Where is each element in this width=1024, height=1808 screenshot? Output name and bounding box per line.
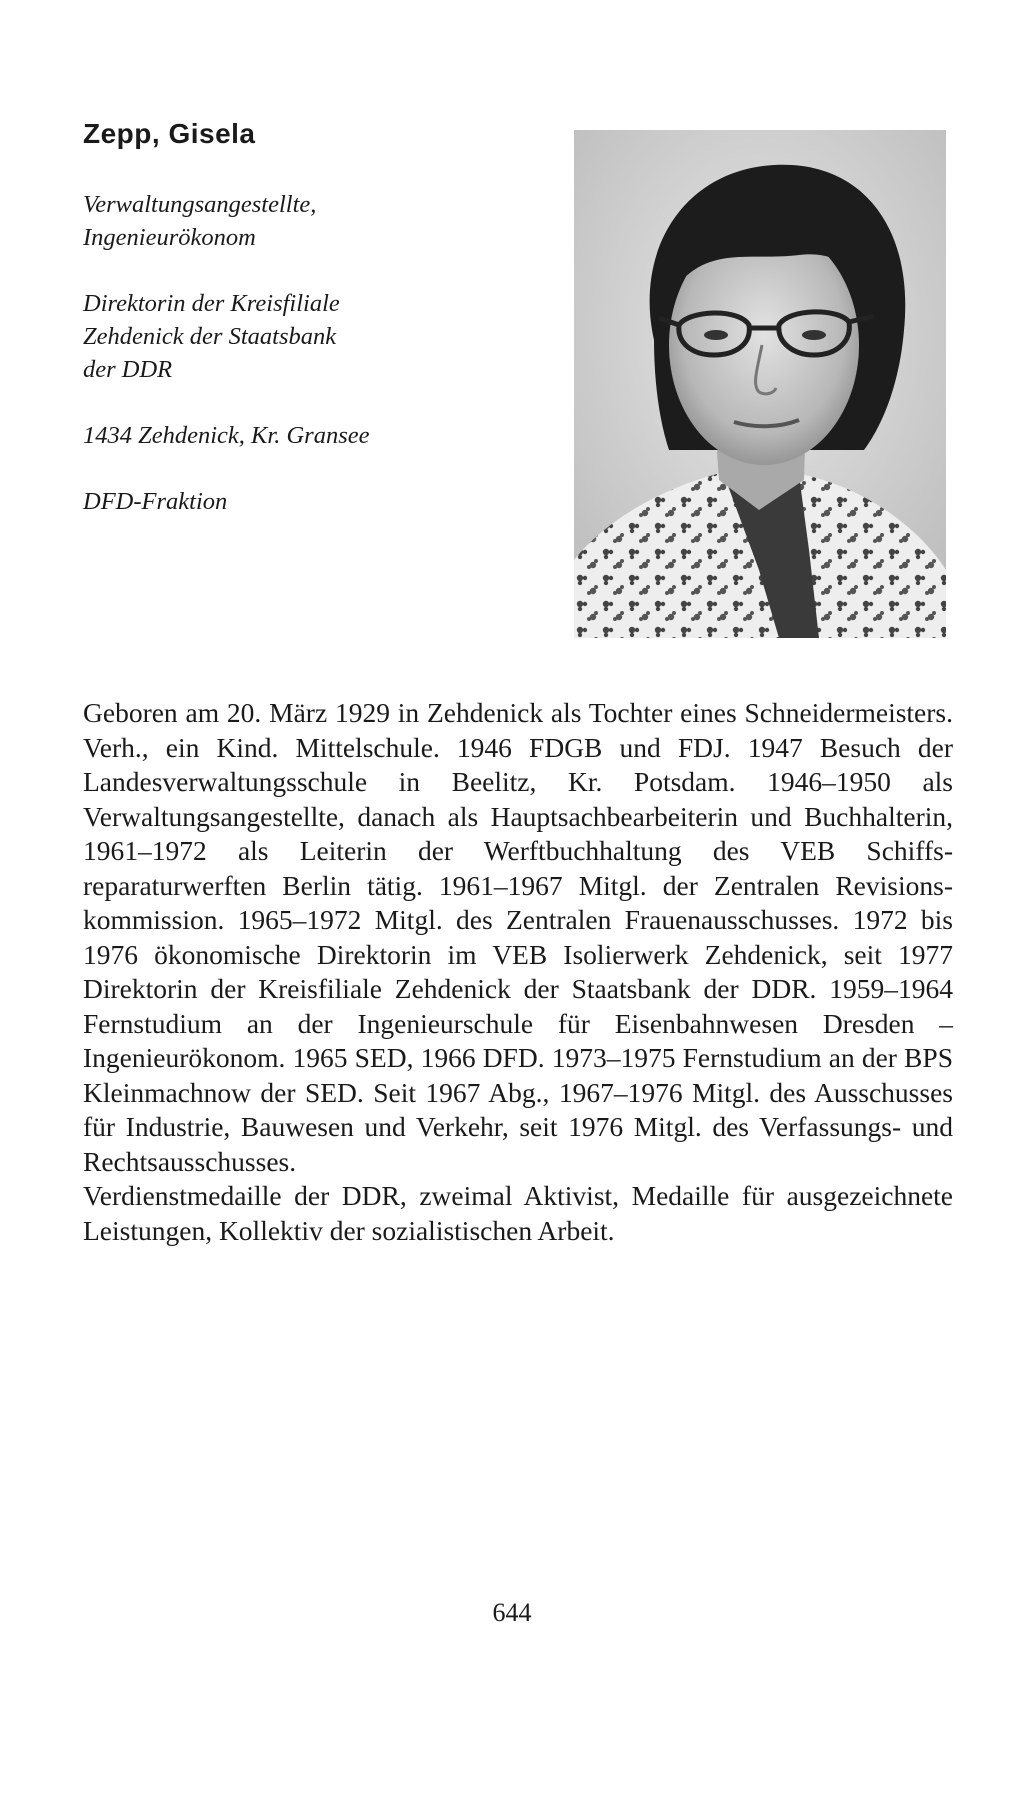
address: [83, 419, 563, 452]
person-info-block: [83, 188, 563, 551]
position-line: Zehdenick der Staatsbank: [83, 323, 337, 350]
profession: [83, 188, 563, 254]
awards-paragraph: Verdienstmedaille der DDR, zweimal Aktivist, Medaille für ausgezeichnete Leistungen, Kollektiv der sozialistischen Arbeit.: [83, 1180, 953, 1246]
profession-line: Ingenieurökonom: [83, 224, 256, 251]
address-line: 1434 Zehdenick, Kr. Gransee: [83, 422, 370, 449]
faction-line: DFD-Fraktion: [83, 488, 228, 515]
profession-line: Verwaltungsangestellte,: [83, 191, 317, 218]
biography: [83, 696, 953, 1248]
portrait-illustration: [574, 130, 946, 638]
biography-paragraph: Geboren am 20. März 1929 in Zehdenick als Tochter eines Schneidermeisters. Verh., ein Kind. Mittelschule. 1946 FDGB und FDJ. 1947 Besuch der Landesverwaltungsschule in Beelitz, Kr. Potsdam. 1946–1950 als Verwaltungsangestellte, danach als Hauptsachbearbeiterin und Buchhalterin, 1961–1972 als Leiterin der Werftbuchhaltung des VEB Schiffsreparaturwerften Berlin tätig. 1961–1967 Mitgl. der Zentralen Revisionskommission. 1965–1972 Mitgl. des Zentralen Frauenausschusses. 1972 bis 1976 ökonomische Direktorin im VEB Isolierwerk Zehdenick, seit 1977 Direktorin der Kreisfiliale Zehdenick der Staatsbank der DDR. 1959–1964 Fernstudium an der Ingenieurschule für Eisenbahnwesen Dresden – Ingenieurökonom. 1965 SED, 1966 DFD. 1973–1975 Fernstudium an der BPS Kleinmachnow der SED. Seit 1967 Abg., 1967–1976 Mitgl. des Ausschusses für Industrie, Bauwesen und Verkehr, seit 1976 Mitgl. des Verfassungs- und Rechtsausschusses.: [83, 697, 953, 1177]
portrait-photo: [574, 130, 946, 638]
position-line: Direktorin der Kreisfiliale: [83, 290, 340, 317]
person-name: Zepp, Gisela: [83, 118, 256, 149]
position: [83, 287, 563, 386]
position-line: der DDR: [83, 356, 173, 383]
faction: [83, 485, 563, 518]
page-number: 644: [492, 1598, 532, 1627]
